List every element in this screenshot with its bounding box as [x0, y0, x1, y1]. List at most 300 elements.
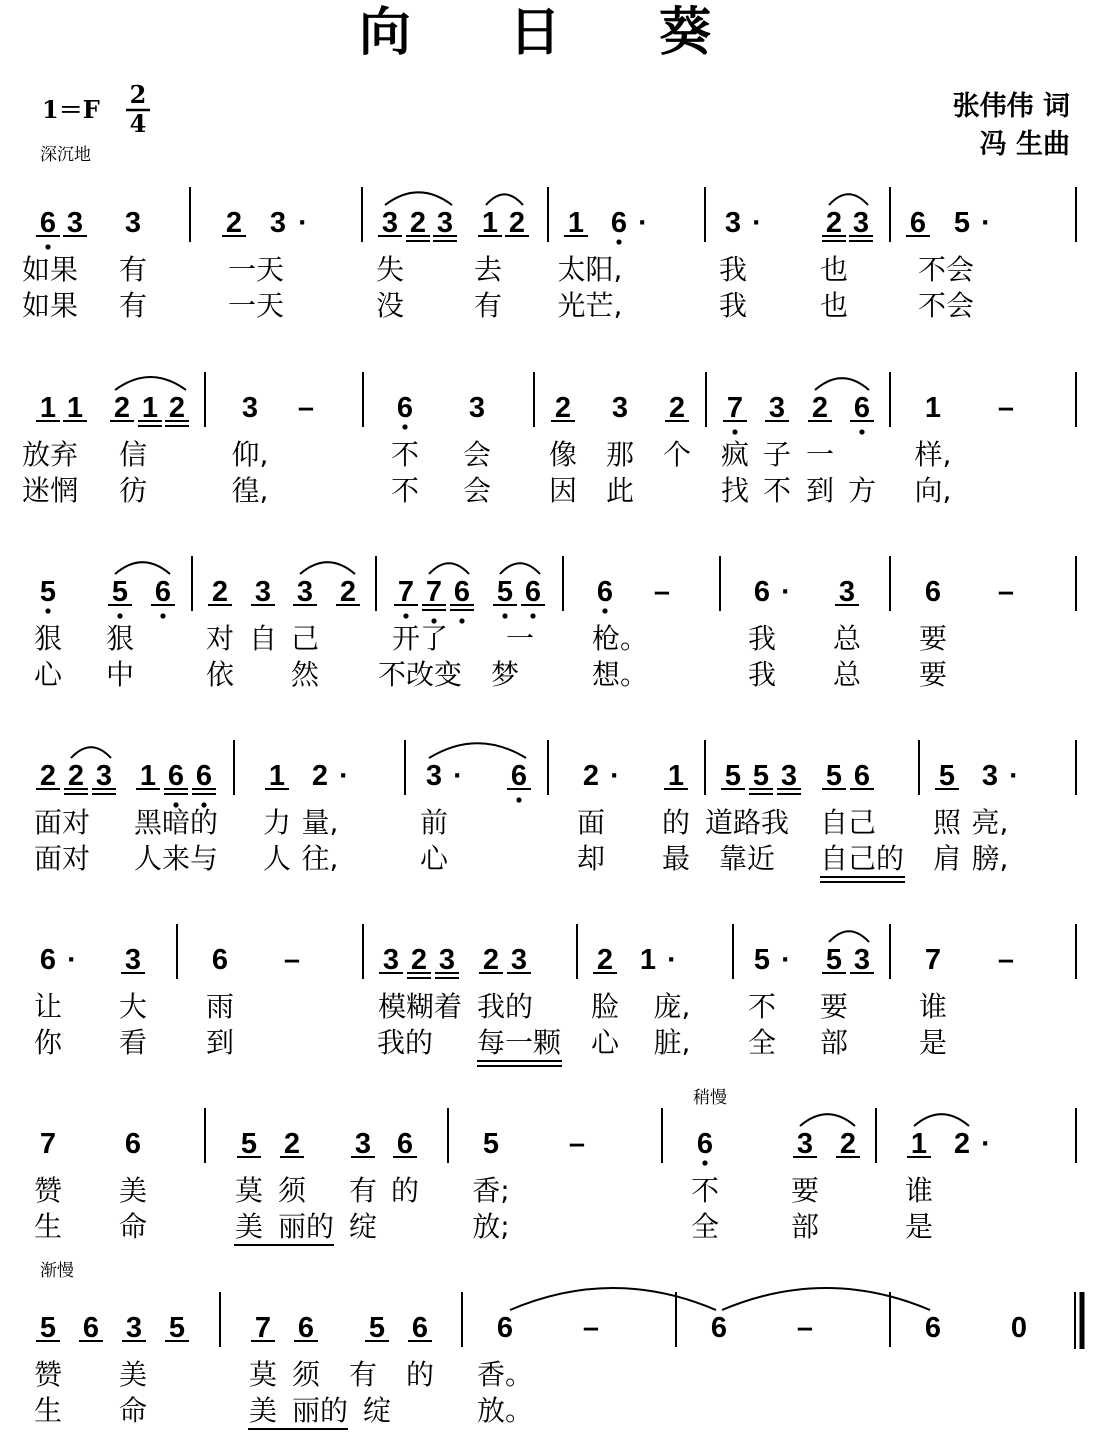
note: 6	[195, 760, 213, 792]
lyric-verse-2: 找	[720, 474, 750, 507]
lyric-verse-1: 去	[473, 253, 503, 286]
note: 7	[254, 1312, 272, 1344]
lyric-verse-2: 方	[847, 474, 877, 507]
lyric-verse-1: 须	[291, 1358, 321, 1391]
octave-dot-below	[403, 613, 408, 618]
note: 3	[981, 760, 999, 792]
octave-dot-below	[702, 1160, 707, 1165]
note: 1	[268, 760, 286, 792]
lyric-verse-2: 我	[747, 658, 777, 691]
note: 5	[39, 576, 57, 608]
slur	[829, 931, 869, 942]
lyric-verse-1: 开了	[391, 622, 449, 655]
lyric-verse-1: 子	[762, 438, 792, 471]
lyric-verse-1: 一	[805, 438, 835, 471]
note: 7	[924, 944, 942, 976]
slur	[486, 194, 523, 205]
lyric-verse-2: 全	[690, 1210, 720, 1243]
note: 6	[39, 207, 57, 239]
octave-dot-below	[45, 244, 50, 249]
lyric-verse-2: 人来与	[133, 842, 219, 875]
octave-dot-below	[602, 608, 607, 613]
lyric-verse-1: 面对	[33, 806, 91, 839]
lyric-verse-2: 你	[33, 1026, 63, 1059]
note: 2	[811, 392, 829, 424]
lyric-verse-2: 最	[661, 842, 691, 875]
lyric-verse-1: 模糊着	[377, 990, 463, 1023]
lyric-verse-1: 不会	[917, 253, 975, 286]
lyric-verse-2: 部	[819, 1026, 849, 1059]
lyric-verse-1: 美	[118, 1358, 148, 1391]
composer-credit: 冯 生曲	[979, 129, 1070, 160]
note: 6	[696, 1128, 714, 1160]
note: 3	[254, 576, 272, 608]
note: 6	[924, 576, 942, 608]
octave-dot-below	[732, 429, 737, 434]
lyric-verse-2: 看	[118, 1026, 148, 1059]
augmentation-dot: ·	[298, 207, 308, 239]
lyric-verse-1: 大	[118, 990, 148, 1023]
lyric-verse-1: 放弃	[21, 438, 79, 471]
octave-dot-below	[859, 429, 864, 434]
slur	[914, 1114, 969, 1126]
note: 2	[596, 944, 614, 976]
lyric-verse-2: 如果	[21, 289, 79, 322]
note: 2	[168, 392, 186, 424]
slightly-slower-marking: 稍慢	[693, 1088, 727, 1108]
lyric-verse-1: 谁	[918, 990, 948, 1023]
lyric-verse-1: 的	[405, 1358, 435, 1391]
note: 5	[938, 760, 956, 792]
note: 7	[425, 576, 443, 608]
gradually-slower-marking: 渐慢	[40, 1261, 74, 1281]
lyric-verse-1: 狠	[33, 622, 63, 655]
lyric-verse-2: 徨,	[231, 474, 269, 507]
lyric-verse-2: 命	[118, 1394, 148, 1427]
octave-dot-below	[45, 608, 50, 613]
lyric-verse-2: 我	[718, 289, 748, 322]
lyric-verse-2: 靠近	[718, 842, 776, 875]
note: 7	[39, 1128, 57, 1160]
note: 6	[909, 207, 927, 239]
note: 3	[354, 1128, 372, 1160]
note: 1	[639, 944, 657, 976]
octave-dot-below	[616, 239, 621, 244]
note: 2	[339, 576, 357, 608]
lyric-verse-1: 狠	[105, 622, 135, 655]
note: 1	[924, 392, 942, 424]
augmentation-dot: ·	[453, 760, 463, 792]
lyric-verse-2: 人	[262, 842, 292, 875]
slur	[829, 194, 868, 205]
note: 3	[124, 944, 142, 976]
note: 6	[510, 760, 528, 792]
lyric-verse-2: 因	[548, 474, 578, 507]
lyric-verse-1: 香;	[472, 1174, 510, 1207]
lyric-verse-1: 黑暗的	[133, 806, 219, 839]
dash: –	[568, 1128, 586, 1160]
note: 3	[611, 392, 629, 424]
note: 6	[853, 760, 871, 792]
lyric-verse-1: 莫	[234, 1174, 264, 1207]
lyric-verse-1: 力	[262, 806, 292, 839]
note: 6	[924, 1312, 942, 1344]
augmentation-dot: ·	[752, 207, 762, 239]
lyric-verse-2: 不	[390, 474, 420, 507]
lyric-verse-1: 会	[462, 438, 492, 471]
lyric-verse-1: 脸	[590, 990, 620, 1023]
dash: –	[653, 576, 671, 608]
lyric-verse-2: 中	[105, 658, 135, 691]
note: 3	[724, 207, 742, 239]
note: 5	[368, 1312, 386, 1344]
note: 5	[753, 944, 771, 976]
lyric-verse-1: 失	[375, 253, 405, 286]
lyric-verse-1: 枪。	[591, 622, 649, 655]
note: 5	[825, 944, 843, 976]
lyric-verse-2: 我的	[376, 1026, 434, 1059]
octave-dot-below	[530, 613, 535, 618]
lyric-verse-1: 信	[118, 438, 148, 471]
lyric-verse-2: 没	[375, 289, 405, 322]
lyric-verse-2: 迷惘	[21, 474, 79, 507]
lyric-verse-2: 心	[33, 658, 63, 691]
lyric-verse-1: 疯	[720, 438, 750, 471]
lyric-verse-1: 有	[118, 253, 148, 286]
lyric-verse-2: 往,	[301, 842, 339, 875]
augmentation-dot: ·	[610, 760, 620, 792]
octave-dot-below	[459, 618, 464, 623]
lyric-verse-2: 命	[118, 1210, 148, 1243]
note: 2	[582, 760, 600, 792]
lyric-verse-1: 面	[576, 806, 606, 839]
octave-dot-below	[516, 797, 521, 802]
note: 3	[510, 944, 528, 976]
augmentation-dot: ·	[638, 207, 648, 239]
lyric-verse-1: 赞	[33, 1358, 63, 1391]
slur	[722, 1288, 930, 1310]
lyric-verse-2: 不	[762, 474, 792, 507]
note: 3	[468, 392, 486, 424]
note: 1	[39, 392, 57, 424]
dash: –	[997, 576, 1015, 608]
lyric-verse-1: 量,	[301, 806, 339, 839]
augmentation-dot: ·	[781, 944, 791, 976]
lyric-verse-2: 到	[205, 1026, 235, 1059]
slur	[800, 1114, 855, 1126]
lyric-verse-2: 也	[819, 289, 849, 322]
lyric-verse-1: 雨	[205, 990, 235, 1023]
note: 2	[283, 1128, 301, 1160]
note: 5	[39, 1312, 57, 1344]
lyric-verse-1: 让	[33, 990, 63, 1023]
note: 2	[311, 760, 329, 792]
note: 6	[496, 1312, 514, 1344]
dash: –	[997, 392, 1015, 424]
lyric-verse-2: 全	[747, 1026, 777, 1059]
lyric-verse-2: 自己的	[819, 842, 905, 875]
lyric-verse-1: 也	[819, 253, 849, 286]
lyric-verse-2: 是	[904, 1210, 934, 1243]
note: 5	[825, 760, 843, 792]
lyric-verse-1: 香。	[476, 1358, 534, 1391]
lyric-verse-2: 丽的	[291, 1394, 349, 1427]
lyric-verse-2: 美	[234, 1210, 264, 1243]
lyric-verse-1: 我	[747, 622, 777, 655]
lyric-verse-2: 放。	[476, 1394, 534, 1427]
lyric-verse-1: 美	[118, 1174, 148, 1207]
note: 6	[853, 392, 871, 424]
lyric-verse-2: 膀,	[971, 842, 1009, 875]
lyric-verse-1: 对	[205, 622, 235, 655]
note: 2	[482, 944, 500, 976]
dash: –	[297, 392, 315, 424]
lyric-verse-1: 己	[290, 622, 320, 655]
lyric-verse-1: 要	[790, 1174, 820, 1207]
note: 6	[396, 1128, 414, 1160]
slur	[815, 378, 869, 390]
lyric-verse-1: 前	[419, 806, 449, 839]
lyric-verse-2: 到	[805, 474, 835, 507]
lyric-verse-1: 谁	[904, 1174, 934, 1207]
lyric-verse-1: 一	[505, 622, 535, 655]
note: 2	[839, 1128, 857, 1160]
note: 5	[724, 760, 742, 792]
note: 3	[438, 944, 456, 976]
note: 3	[852, 207, 870, 239]
lyric-verse-2: 绽	[348, 1210, 378, 1243]
lyric-verse-1: 要	[918, 622, 948, 655]
note: 6	[167, 760, 185, 792]
note: 6	[154, 576, 172, 608]
lyric-verse-1: 自	[248, 622, 278, 655]
lyric-verse-1: 太阳,	[557, 253, 623, 286]
note: 2	[409, 207, 427, 239]
lyric-verse-1: 须	[277, 1174, 307, 1207]
note: 5	[111, 576, 129, 608]
slur	[385, 192, 452, 205]
dash: –	[796, 1312, 814, 1344]
octave-dot-below	[160, 613, 165, 618]
note: 6	[396, 392, 414, 424]
augmentation-dot: ·	[667, 944, 677, 976]
lyric-verse-2: 总	[832, 658, 862, 691]
note: 5	[168, 1312, 186, 1344]
note: 3	[95, 760, 113, 792]
octave-dot-below	[117, 613, 122, 618]
lyric-verse-2: 会	[462, 474, 492, 507]
note: 3	[436, 207, 454, 239]
lyric-verse-2: 光芒,	[557, 289, 623, 322]
note: 1	[667, 760, 685, 792]
lyric-verse-2: 绽	[362, 1394, 392, 1427]
augmentation-dot: ·	[1009, 760, 1019, 792]
note: 6	[453, 576, 471, 608]
note: 1	[141, 392, 159, 424]
note: 1	[910, 1128, 928, 1160]
lyricist-credit: 张伟伟 词	[952, 91, 1070, 122]
note: 2	[39, 760, 57, 792]
note: 6	[411, 1312, 429, 1344]
slur	[429, 563, 469, 574]
note: 3	[425, 760, 443, 792]
lyric-verse-1: 样,	[914, 438, 952, 471]
note: 3	[796, 1128, 814, 1160]
song-title: 向 日 葵	[358, 2, 752, 63]
key-signature: 1＝F	[42, 95, 100, 124]
note: 2	[211, 576, 229, 608]
lyric-verse-2: 心	[419, 842, 449, 875]
note: 3	[780, 760, 798, 792]
note: 3	[241, 392, 259, 424]
note: 3	[768, 392, 786, 424]
lyric-verse-1: 道路我	[704, 806, 790, 839]
note: 1	[481, 207, 499, 239]
lyric-verse-2: 向,	[914, 474, 952, 507]
lyric-verse-2: 梦	[490, 658, 520, 691]
slur	[115, 377, 186, 390]
note: 5	[752, 760, 770, 792]
time-signature-bottom: 4	[129, 109, 147, 138]
note: 1	[567, 207, 585, 239]
lyric-verse-2: 肩	[932, 842, 962, 875]
note: 6	[211, 944, 229, 976]
augmentation-dot: ·	[67, 944, 77, 976]
lyric-verse-1: 照	[932, 806, 962, 839]
note: 2	[825, 207, 843, 239]
slur	[500, 563, 540, 574]
lyric-verse-2: 依	[205, 658, 235, 691]
lyric-verse-1: 自己	[819, 806, 877, 839]
note: 1	[139, 760, 157, 792]
slur	[510, 1288, 716, 1310]
slur	[429, 743, 526, 758]
lyric-verse-1: 那	[605, 438, 635, 471]
lyric-verse-1: 仰,	[231, 438, 269, 471]
note: 0	[1010, 1312, 1028, 1344]
score-rows	[22, 187, 1082, 1429]
lyric-verse-2: 是	[918, 1026, 948, 1059]
note: 3	[381, 207, 399, 239]
time-signature-top: 2	[129, 80, 147, 109]
note: 3	[296, 576, 314, 608]
lyric-verse-1: 像	[548, 438, 578, 471]
note: 6	[297, 1312, 315, 1344]
lyric-verse-2: 生	[33, 1394, 63, 1427]
note: 6	[753, 576, 771, 608]
note: 6	[524, 576, 542, 608]
lyric-verse-2: 要	[918, 658, 948, 691]
note: 7	[726, 392, 744, 424]
note: 6	[39, 944, 57, 976]
lyric-verse-1: 要	[819, 990, 849, 1023]
lyric-verse-2: 面对	[33, 842, 91, 875]
slur	[300, 562, 355, 574]
lyric-verse-2: 不改变	[377, 658, 463, 691]
lyric-verse-2: 放;	[472, 1210, 510, 1243]
octave-dot-below	[402, 424, 407, 429]
lyric-verse-2: 想。	[591, 658, 649, 691]
note: 6	[596, 576, 614, 608]
lyric-verse-1: 赞	[33, 1174, 63, 1207]
lyric-verse-2: 然	[290, 658, 320, 691]
lyric-verse-2: 部	[790, 1210, 820, 1243]
augmentation-dot: ·	[981, 1128, 991, 1160]
note: 2	[953, 1128, 971, 1160]
note: 3	[269, 207, 287, 239]
lyric-verse-2: 有	[118, 289, 148, 322]
lyric-verse-2: 不会	[917, 289, 975, 322]
lyric-verse-1: 我的	[476, 990, 534, 1023]
tempo-marking: 深沉地	[40, 145, 91, 165]
note: 2	[225, 207, 243, 239]
lyric-verse-1: 有	[348, 1358, 378, 1391]
augmentation-dot: ·	[781, 576, 791, 608]
lyric-verse-2: 心	[590, 1026, 620, 1059]
note: 5	[496, 576, 514, 608]
augmentation-dot: ·	[339, 760, 349, 792]
lyric-verse-2: 生	[33, 1210, 63, 1243]
slur	[71, 747, 111, 758]
note: 1	[66, 392, 84, 424]
lyric-verse-1: 我	[718, 253, 748, 286]
lyric-verse-1: 亮,	[971, 806, 1009, 839]
note: 2	[668, 392, 686, 424]
lyric-verse-1: 庞,	[653, 990, 691, 1023]
dash: –	[582, 1312, 600, 1344]
lyric-verse-2: 却	[576, 842, 606, 875]
lyric-verse-1: 的	[390, 1174, 420, 1207]
note: 2	[508, 207, 526, 239]
lyric-verse-1: 不	[390, 438, 420, 471]
note: 6	[710, 1312, 728, 1344]
lyric-verse-2: 美	[248, 1394, 278, 1427]
dash: –	[283, 944, 301, 976]
lyric-verse-1: 不	[747, 990, 777, 1023]
augmentation-dot: ·	[981, 207, 991, 239]
note: 2	[67, 760, 85, 792]
note: 5	[240, 1128, 258, 1160]
lyric-verse-1: 的	[661, 806, 691, 839]
note: 6	[610, 207, 628, 239]
lyric-verse-1: 不	[690, 1174, 720, 1207]
lyric-verse-1: 莫	[248, 1358, 278, 1391]
note: 5	[482, 1128, 500, 1160]
note: 3	[125, 1312, 143, 1344]
note: 3	[382, 944, 400, 976]
note: 2	[554, 392, 572, 424]
note: 6	[82, 1312, 100, 1344]
lyric-verse-1: 如果	[21, 253, 79, 286]
lyric-verse-2: 脏,	[653, 1026, 691, 1059]
note: 6	[124, 1128, 142, 1160]
lyric-verse-2: 有	[473, 289, 503, 322]
lyric-verse-2: 彷	[118, 474, 148, 507]
lyric-verse-2: 此	[605, 474, 635, 507]
dash: –	[997, 944, 1015, 976]
note: 5	[953, 207, 971, 239]
slur	[115, 562, 170, 574]
lyric-verse-2: 每一颗	[476, 1026, 562, 1059]
lyric-verse-1: 一天	[227, 253, 285, 286]
note: 2	[410, 944, 428, 976]
note: 7	[397, 576, 415, 608]
lyric-verse-1: 总	[832, 622, 862, 655]
lyric-verse-2: 丽的	[277, 1210, 335, 1243]
note: 3	[66, 207, 84, 239]
note: 2	[113, 392, 131, 424]
note: 3	[853, 944, 871, 976]
